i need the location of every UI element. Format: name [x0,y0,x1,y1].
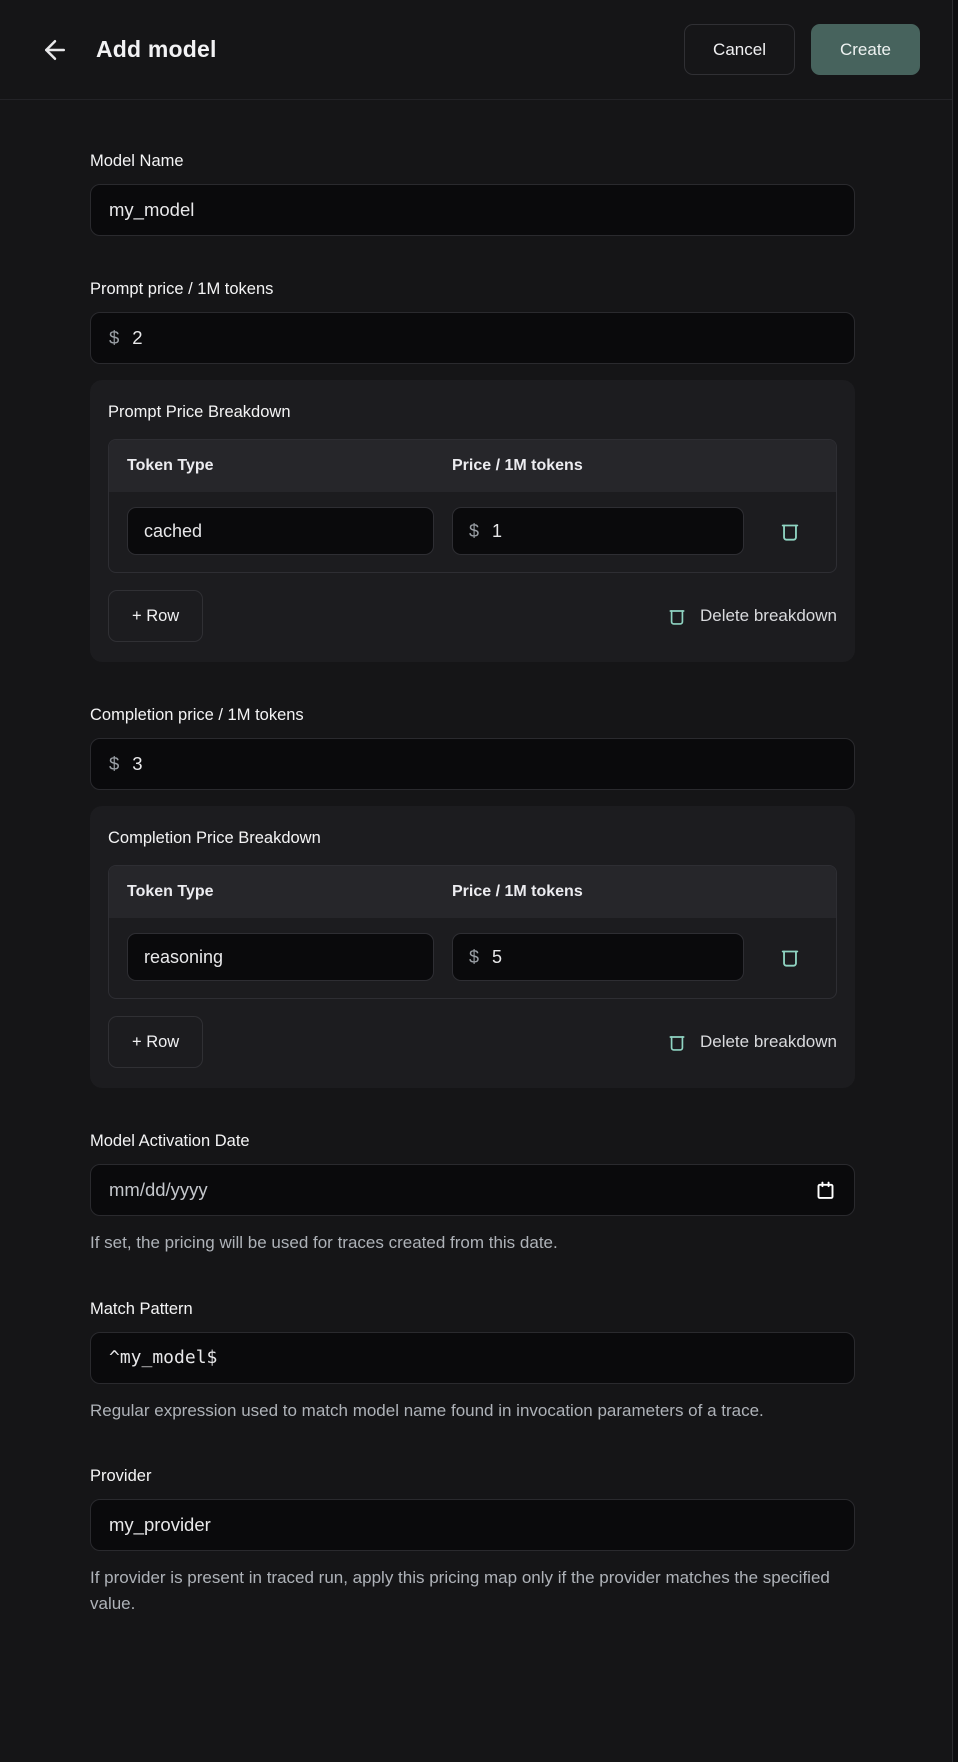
model-name-input[interactable] [90,184,855,236]
prompt-price-value: 2 [132,327,143,348]
trash-icon [667,1032,687,1052]
row-price-input[interactable] [452,933,744,981]
delete-breakdown-button[interactable] [667,1032,837,1052]
prompt-breakdown-title: Prompt Price Breakdown [108,403,291,421]
activation-date-label: Model Activation Date [90,1132,250,1150]
page-title: Add model [96,36,217,62]
completion-breakdown-table [108,865,837,999]
provider-help: If provider is present in traced run, apply this pricing map only if the provider matches the specified value. [90,1568,830,1613]
form-content [0,100,952,1762]
arrow-left-icon [40,35,70,65]
completion-price-value: 3 [132,753,143,774]
activation-date-input[interactable] [90,1164,855,1216]
prompt-price-input[interactable] [90,312,855,364]
row-price-value: 1 [492,520,503,541]
currency-sign: $ [469,520,480,541]
match-pattern-help: Regular expression used to match model name found in invocation parameters of a trace. [90,1400,764,1420]
panel-footer [108,590,837,642]
provider-input[interactable] [90,1499,855,1551]
prompt-breakdown-panel [90,380,855,662]
completion-price-section [90,704,855,1088]
create-button[interactable]: Create [811,24,920,75]
add-row-button[interactable]: + Row [108,590,203,642]
completion-price-input[interactable] [90,738,855,790]
currency-sign: $ [469,946,480,967]
currency-sign: $ [109,327,120,348]
activation-date-section [90,1130,855,1256]
provider-section [90,1465,855,1616]
provider-label: Provider [90,1467,152,1485]
table-header [109,866,836,918]
table-row [109,492,836,572]
back-button[interactable] [38,33,72,67]
col-price: Price / 1M tokens [452,883,583,900]
prompt-price-label: Prompt price / 1M tokens [90,280,274,298]
trash-icon [667,606,687,626]
table-header [109,440,836,492]
token-type-input[interactable] [127,507,434,555]
token-type-input[interactable] [127,933,434,981]
delete-row-button[interactable] [775,516,805,546]
trash-icon [779,946,801,968]
page-header [0,0,952,100]
match-pattern-section [90,1298,855,1424]
model-name-label: Model Name [90,152,184,170]
add-row-button[interactable]: + Row [108,1016,203,1068]
trash-icon [779,520,801,542]
prompt-price-section [90,278,855,662]
calendar-icon[interactable] [815,1180,836,1201]
completion-price-label: Completion price / 1M tokens [90,706,304,724]
row-price-input[interactable] [452,507,744,555]
delete-breakdown-button[interactable] [667,606,837,626]
activation-date-help: If set, the pricing will be used for traces created from this date. [90,1233,558,1252]
col-price: Price / 1M tokens [452,457,583,474]
cancel-button[interactable]: Cancel [684,24,795,75]
delete-breakdown-label: Delete breakdown [699,1032,837,1051]
match-pattern-input[interactable] [90,1332,855,1384]
col-token-type: Token Type [127,883,214,900]
delete-breakdown-label: Delete breakdown [699,606,837,625]
col-token-type: Token Type [127,457,214,474]
completion-breakdown-title: Completion Price Breakdown [108,829,321,847]
model-name-section [90,150,855,236]
delete-row-button[interactable] [775,942,805,972]
row-price-value: 5 [492,946,503,967]
date-placeholder: mm/dd/yyyy [109,1179,208,1200]
prompt-breakdown-table [108,439,837,573]
completion-breakdown-panel [90,806,855,1088]
table-row [109,918,836,998]
panel-footer [108,1016,837,1068]
match-pattern-label: Match Pattern [90,1299,193,1318]
currency-sign: $ [109,753,120,774]
